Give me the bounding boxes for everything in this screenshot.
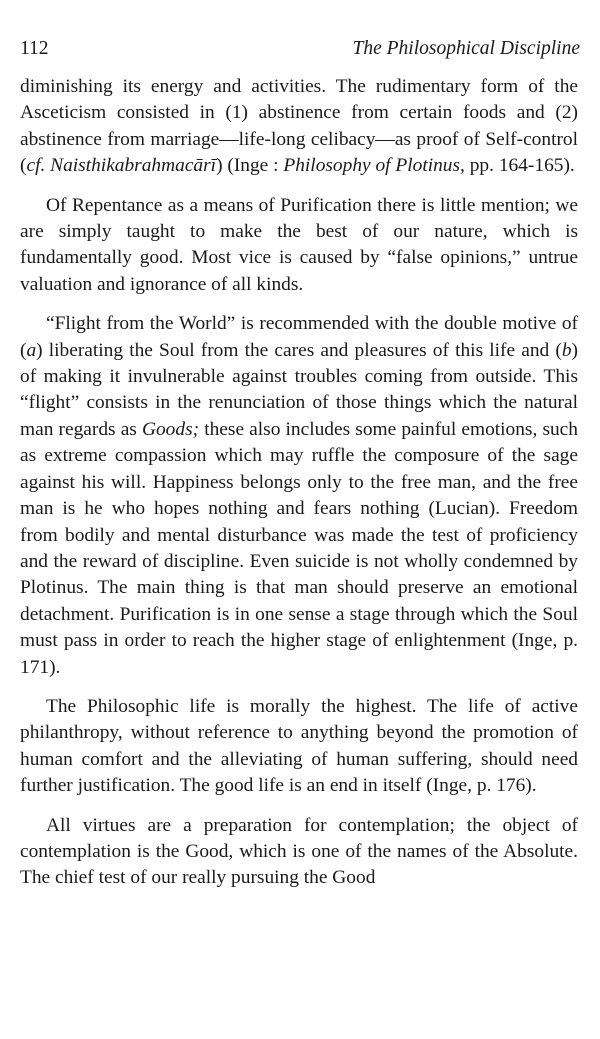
body-text: [20, 74, 578, 905]
paragraph-2: [20, 193, 578, 299]
italic-text: a: [26, 339, 37, 361]
paragraph-1: [20, 74, 578, 180]
text-run: The Philosophic life is morally the highest. The life of active philanthropy, without reference to anything beyond the promotion of human comfort and the alleviating of human suffering, should need further justification. The good life is an end in itself (Inge, p. 176).: [20, 695, 578, 797]
text-run: diminishing its energy and activities. The rudimentary form of the Asceticism consisted in (1) abstinence from certain foods and (2) abstinence from marriage—life-long celibacy—as proof of Self-control (: [20, 76, 578, 177]
text-run: ) (Inge :: [216, 155, 284, 177]
running-head: The Philosophical Discipline: [352, 38, 580, 59]
italic-text: b: [561, 339, 572, 361]
page-number: 112: [20, 38, 49, 59]
paragraph-4: [20, 694, 578, 800]
page-header: [20, 36, 580, 62]
italic-text: Philosophy of Plotinus,: [283, 155, 465, 177]
italic-text: Goods;: [141, 418, 200, 440]
paragraph-3: [20, 311, 578, 681]
italic-text: cf. Naisthikabrahmacārī: [26, 155, 217, 177]
text-run: these also includes some painful emotions, such as extreme compassion which may ruffle the composure of the sage against his will. Happiness belongs only to the free man, and the free man is he who hopes nothing and fears nothing (Lucian). Freedom from bodily and mental disturbance was made the test of proficiency and the reward of discipline. Even suicide is not wholly condemned by Plotinus. The main thing is that man should preserve an emotional detachment. Purification is in one sense a stage through which the Soul must pass in order to reach the higher stage of enlightenment (Inge, p. 171).: [20, 418, 578, 678]
text-run: Of Repentance as a means of Purification there is little mention; we are simply taught to make the best of our nature, which is fundamentally good. Most vice is caused by “false opinions,” untrue valuation and ignorance of all kinds.: [20, 194, 578, 295]
text-run: “Flight from the World” is recommended with the double motive of (: [20, 313, 578, 361]
text-run: pp. 164-165).: [464, 155, 575, 177]
text-run: ) liberating the Soul from the cares and pleasures of this life and (: [36, 339, 562, 361]
text-run: All virtues are a preparation for contemplation; the object of contemplation is the Good, which is one of the names of the Absolute. The chief test of our really pursuing the Good: [20, 814, 578, 889]
paragraph-5: [20, 813, 578, 892]
text-run: ) of making it invulnerable against troubles coming from outside. This “flight” consists in the renunciation of those things which the natural man regards as: [20, 339, 578, 440]
